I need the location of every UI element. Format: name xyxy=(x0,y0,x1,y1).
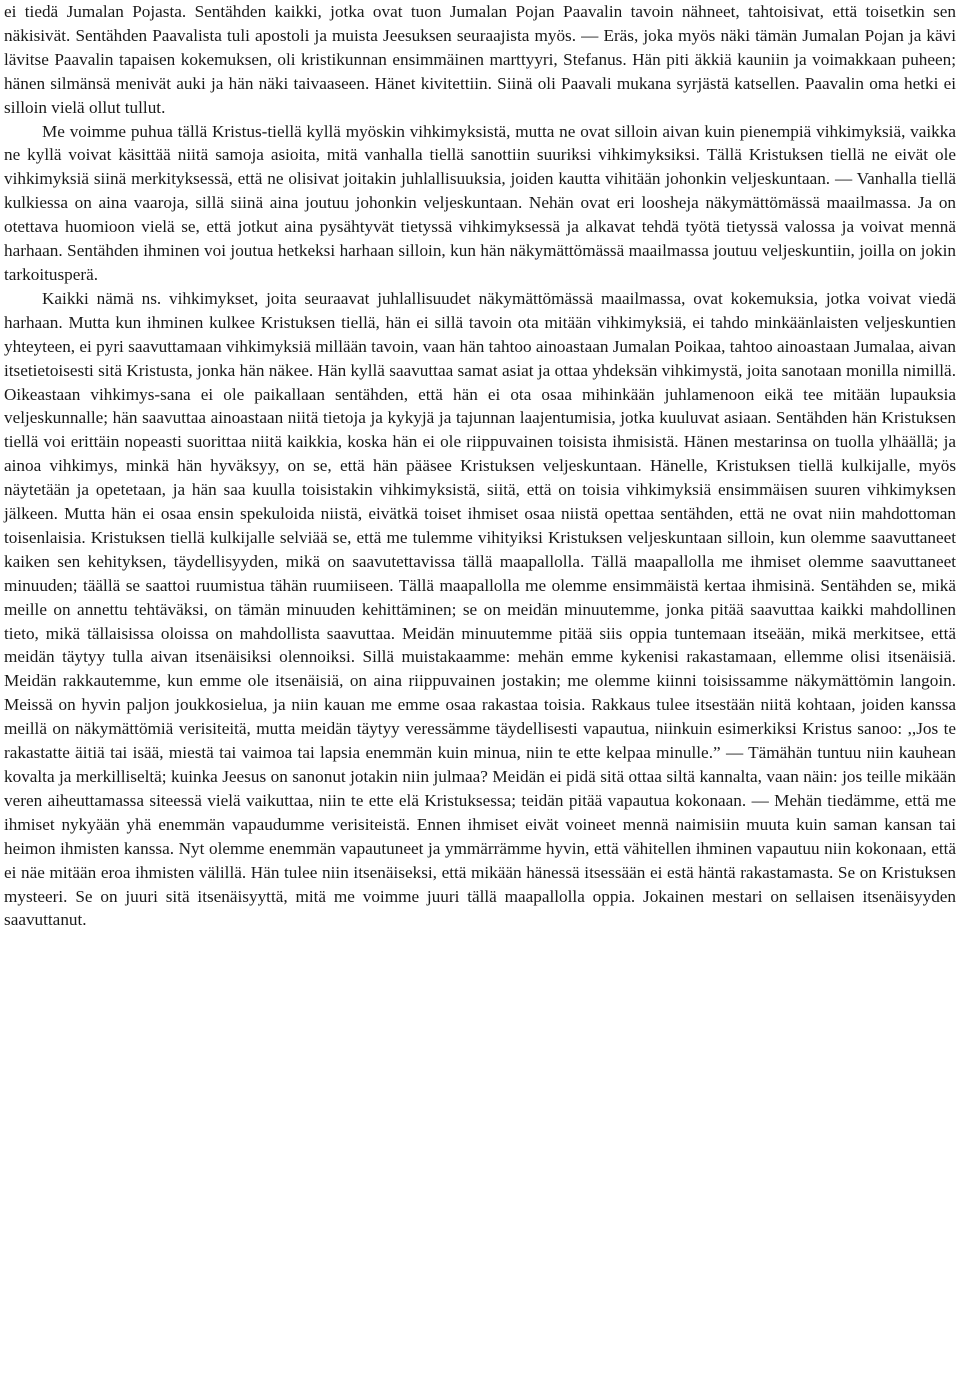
paragraph xyxy=(4,120,956,287)
sentence: Kaikki nämä ns. vihkimykset, joita seuraavat juhlallisuudet näkymättömässä maailmassa, ovat kokemuksia, jotka voivat viedä harhaan. xyxy=(4,288,956,332)
sentence: Hän piti äkkiä kauniin ja voimakkaan puheen; hänen silmänsä menivät auki ja hän näki taivaaseen. xyxy=(4,49,957,93)
sentence: ei tiedä Jumalan Pojasta. xyxy=(4,2,187,21)
sentence: — Tämähän tuntuu niin kauhean kovalta ja merkilliseltä; kuinka Jeesus on sanonut jotakin niin julmaa? xyxy=(4,743,957,786)
sentence: Se on Kristuksen mysteeri. xyxy=(4,862,956,906)
sentence: Kristuksen tiellä kulkijalle selviää se, että me tulemme vihityiksi Kristuksen veljeskuntaan silloin, kun olemme saavuttaneet kaiken sen kehityksen, täydellisyyden, mikä on saavutettavissa tällä maapallolla. xyxy=(4,527,956,571)
sentence: Me voimme puhua tällä Kristus-tiellä kyllä myöskin vihkimyksistä, mutta ne ovat silloin aivan kuin pienempiä vihkimyksiä, vaikka ne kyllä voivat käsittää niitä samoja asioita, mitä vanhalla tiellä sanottiin suuriksi vihkimyksiksi. xyxy=(4,121,956,165)
sentence: Hänen mestarinsa on tuolla ylhäällä; ja ainoa vihkimys, minkä hän hyväksyy, on se, että hän pääsee Kristuksen veljeskuntaan. xyxy=(4,432,957,476)
sentence: Meidän rakkautemme, kun emme ole itsenäisiä, on aina riippuvainen jostakin; me olemme kiinni toisissamme näkymättömin langoin. xyxy=(4,671,956,691)
sentence: Tällä maapallolla me olemme ensimmäistä kertaa ihmisinä. xyxy=(398,575,815,595)
document-body xyxy=(4,0,956,932)
sentence: Mutta hän ei osaa ensin spekuloida niistä, eivätkä toiset ihmiset osaa niistä opettaa sentähden, että ne ovat niin mahdottoman toisenlaisia. xyxy=(4,504,956,547)
sentence: Jokainen mestari on sellaisen itsenäisyyden saavuttanut. xyxy=(4,886,957,930)
sentence: Paavalin oma hetki ei silloin vielä ollut tullut. xyxy=(4,73,956,117)
sentence: Sentähden Paavalista tuli apostoli ja muista Jeesuksen seuraajista myös. xyxy=(75,25,577,45)
sentence: Se on juuri sitä itsenäisyyttä, mitä me voimme juuri tällä maapallolla oppia. xyxy=(75,886,636,906)
sentence: Hänelle, Kristuksen tiellä kulkijalle, myös näytetään ja opetetaan, ja hän saa kuulla toisistakin vihkimyksistä, siitä, että on toisia vihkimyksiä ensimmäisen suuren vihkimyksen jälkeen. xyxy=(4,456,957,524)
paragraph xyxy=(4,0,956,120)
sentence: Sentähden hän Kristuksen tiellä voi erittäin nopeasti suorittaa niitä kaikkia, koska hän ei ole riippuvainen toisista ihmisistä. xyxy=(4,408,956,452)
sentence: Meidän minuutemme pitää siis oppia tuntemaan itseään, mikä merkitsee, että meidän täytyy tulla aivan itsenäisiksi olennoiksi. xyxy=(4,623,956,667)
sentence: Hän tulee niin itsenäiseksi, että mikään hänessä itsessään ei estä häntä rakastamasta. xyxy=(250,862,834,882)
paragraph xyxy=(4,287,956,932)
sentence: — Mehän tiedämme, että me ihmiset nykyään yhä enemmän vapaudumme verisiteistä. xyxy=(4,790,956,834)
sentence: Meidän ei pidä sitä ottaa siltä kannalta, vaan näin: jos teille mikään veren aiheuttamassa siteessä vielä vaikuttaa, niin te ette elä Kristuksessa; teidän pitää vapautua kokonaan. xyxy=(4,767,957,810)
sentence: — Eräs, joka myös näki tämän Jumalan Pojan ja kävi lävitse Paavalin tapaisen kokemuksen, oli kristikunnan ensimmäinen marttyyri, Stefanus. xyxy=(4,25,957,69)
sentence: Tällä Kristuksen tiellä ne eivät ole vihkimyksiä siinä merkityksessä, että ne olisivat joitakin juhlallisuuksia, joiden kautta vihitään johonkin veljeskuntaan. xyxy=(4,145,956,189)
sentence: Sillä muistakaamme: mehän emme kykenisi rakastamaan, ellemme olisi itsenäisiä. xyxy=(362,647,956,667)
sentence: Meissä on hyvin paljon joukkosielua, ja niin kauan me emme osaa rakastaa toisia. xyxy=(4,695,586,715)
sentence: Sentähden se, mikä meille on annettu tehtäväksi, on tämän minuuden kehittäminen; se on meidän minuutemme, jonka pitää saavuttaa kaikki mahdollinen tieto, mikä tällaisissa oloissa on mahdollista saavuttaa. xyxy=(4,575,956,643)
sentence: Ennen ihmiset eivät voineet mennä naimisiin muuta kuin saman kansan tai heimon ihmisten kanssa. xyxy=(4,814,956,858)
sentence: Tällä maapallolla me ihmiset olemme saavuttaneet minuuden; täällä se saattoi ruumistua tähän ruumiiseen. xyxy=(4,551,956,595)
sentence: Nyt olemme enemmän vapautuneet ja ymmärrämme hyvin, että vähitellen ihminen vapautuu niin kokonaan, että ei näe mitään eroa ihmisten välillä. xyxy=(4,838,957,882)
sentence: Rakkaus tulee itsestään niitä kohtaan, joiden kanssa meillä on näkymättömiä verisiteitä, mutta meidän täytyy veressämme täydellisesti vapautua, niinkuin esimerkiksi Kristus sanoo: ,,Jos te rakastatte äitiä tai isää, miestä tai vaimoa tai lapsia enemmän kuin minua, niin te ette kelpaa minulle.” xyxy=(4,695,957,763)
sentence: — Vanhalla tiellä kulkiessa on aina vaaroja, sillä siinä aina joutuu johonkin veljeskuntaan. xyxy=(4,169,956,213)
sentence: Siinä oli Paavali mukana syrjästä katsellen. xyxy=(497,73,800,93)
sentence: Hän kyllä saavuttaa samat asiat ja ottaa yhdeksän vihkimystä, joita sanotaan monilla nimillä. xyxy=(317,360,956,380)
sentence: Sentähden ihminen voi joutua hetkeksi harhaan silloin, kun hän näkymättömässä maailmassa joutuu veljeskuntiin, joilla on jokin tarkoitusperä. xyxy=(4,241,957,284)
sentence: Oikeastaan vihkimys-sana ei ole paikallaan sentähden, että hän ei ota osaa mihinkään juhlamenoon eikä tee mitään lupauksia veljeskunnalle; hän saavuttaa ainoastaan niitä tietoja ja kykyjä ja tajunnan laajentumisia, jotka kuuluvat asiaan. xyxy=(4,384,956,428)
sentence: Nehän ovat eri loosheja näkymättömässä maailmassa. xyxy=(528,193,912,213)
sentence: Sentähden kaikki, jotka ovat tuon Jumalan Pojan Paavalin tavoin nähneet, tahtoisivat, että toisetkin sen näkisivät. xyxy=(4,2,957,45)
sentence: Ja on otettava huomioon vielä se, että jotkut aina pysähtyvät tietyssä vihkimyksessä ja alkavat tehdä työtä tietyssä valossa ja voivat mennä harhaan. xyxy=(4,193,957,261)
sentence: Mutta kun ihminen kulkee Kristuksen tiellä, hän ei sillä tavoin ota mitään vihkimyksiä, ei tahdo minkäänlaisten veljeskuntien yhteyteen, ei pyri saavuttamaan vihkimyksiä millään tavoin, vaan hän tahtoo ainoastaan Jumalan Poikaa, tahtoo ainoastaan Jumalaa, aivan itsetietoisesti sitä Kristusta, jonka hän näkee. xyxy=(4,312,956,380)
sentence: Hänet kivitettiin. xyxy=(374,73,492,93)
